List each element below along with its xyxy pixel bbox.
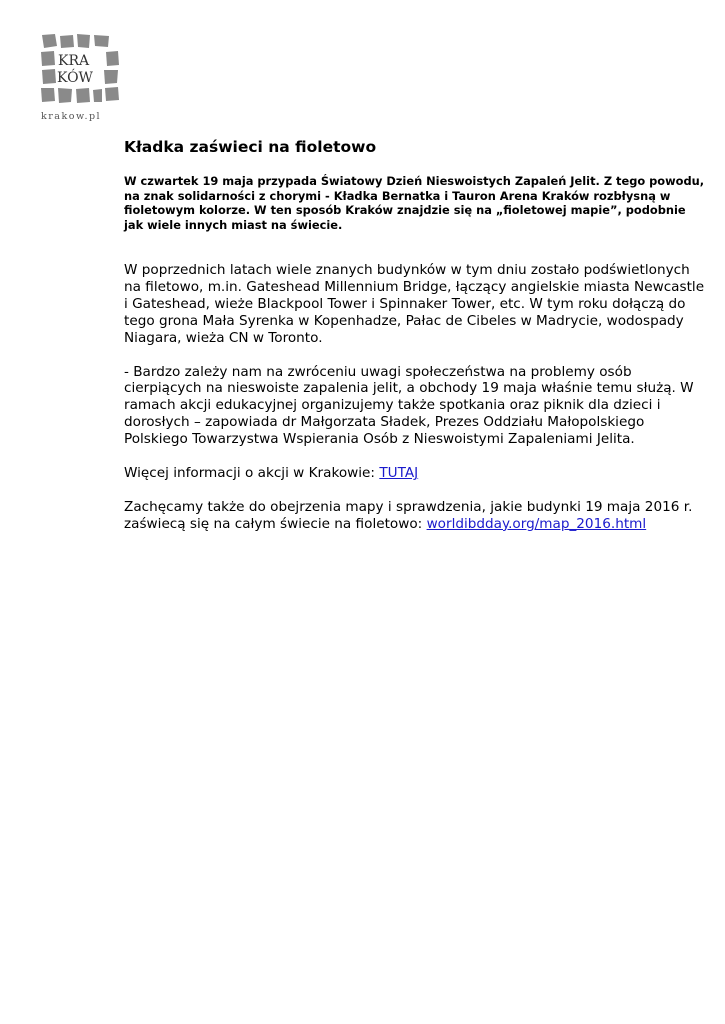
logo-word-top: KRA [58, 53, 90, 69]
logo-word-bottom: KÓW [57, 70, 93, 86]
more-info-paragraph [124, 465, 708, 482]
more-info-link[interactable]: TUTAJ [379, 465, 419, 482]
article-title: Kładka zaświeci na fioletowo [124, 138, 377, 156]
logo-domain: krakow.pl [41, 111, 102, 122]
article-lead: W czwartek 19 maja przypada Światowy Dzień Nieswoistych Zapaleń Jelit. Z tego powodu, na znak solidarności z chorymi - Kładka Bernatka i Tauron Arena Kraków rozbłysną w fioletowym kolorze. W ten sposób Kraków znajdzie się na „fioletowej mapie”, podobnie jak wiele innych miast na świecie. [124, 174, 705, 232]
map-link[interactable]: worldibdday.org/map_2016.html [426, 515, 647, 532]
map-paragraph [124, 499, 708, 533]
article [124, 136, 708, 533]
map-text: Zachęcamy także do obejrzenia mapy i sprawdzenia, jakie budynki 19 maja 2016 r. zaświecą się na całym świecie na fioletowo: [124, 498, 693, 532]
more-info-text: Więcej informacji o akcji w Krakowie: [124, 465, 380, 482]
article-paragraph-2: - Bardzo zależy nam na zwróceniu uwagi społeczeństwa na problemy osób cierpiących na nieswoiste zapalenia jelit, a obchody 19 maja właśnie temu służą. W ramach akcji edukacyjnej organizujemy także spotkania oraz piknik dla dzieci i dorosłych – zapowiada dr Małgorzata Sładek, Prezes Oddziału Małopolskiego Polskiego Towarzystwa Wspierania Osób z Nieswoistymi Zapaleniami Jelita. [124, 363, 694, 448]
article-paragraph-1: W poprzednich latach wiele znanych budynków w tym dniu zostało podświetlonych na filetowo, m.in. Gateshead Millennium Bridge, łączący angielskie miasta Newcastle i Gateshead, wieże Blackpool Tower i Spinnaker Tower, etc. W tym roku dołączą do tego grona Mała Syrenka w Kopenhadze, Pałac de Cibeles w Madrycie, wodospady Niagara, wieża CN w Toronto. [124, 262, 705, 346]
krakow-logo [38, 32, 122, 124]
